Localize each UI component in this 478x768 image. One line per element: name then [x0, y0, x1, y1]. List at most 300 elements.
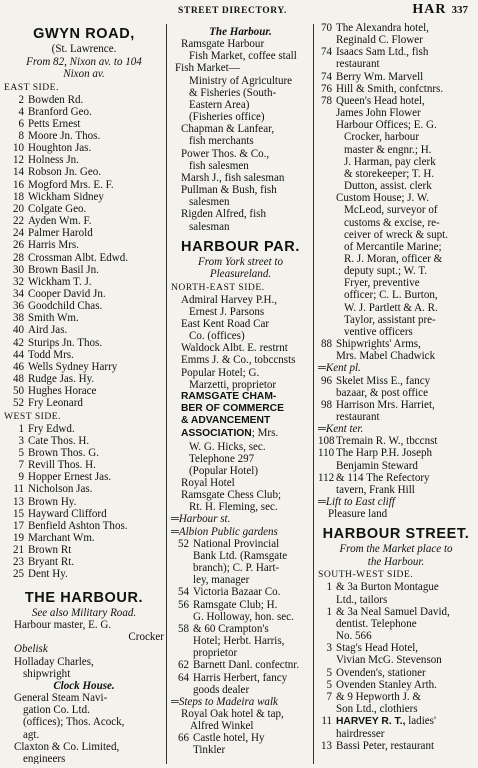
skelet-entry: [318, 375, 474, 399]
gwyn-east-number: 18: [12, 190, 24, 203]
column-rule-1: [166, 24, 167, 764]
chamber-tail: ; Mrs.: [251, 427, 279, 440]
albion-ref: ═Albion Public gardens: [171, 525, 278, 538]
gwyn-east-number: 4: [18, 105, 24, 118]
parade-number: 62: [177, 659, 189, 672]
skelet-line: [318, 375, 474, 387]
parade-entry: [171, 672, 310, 696]
street-entry-line: [318, 642, 474, 654]
steps-text: Steps to Madeira walk: [178, 695, 278, 708]
parade-text: Victoria Bazaar Co.: [193, 586, 281, 599]
tremain-text: Tremain R. W., tbccnst: [336, 435, 438, 448]
gwyn-west-number: 15: [12, 507, 24, 520]
harbour-street-title: HARBOUR STREET.: [322, 526, 470, 543]
gwyn-east-name: Aird Jas.: [28, 324, 68, 337]
gwyn-east-number: 52: [12, 397, 24, 410]
street-entry-line: [318, 581, 474, 593]
harbour-entry-line: [318, 83, 474, 95]
gwyn-east-row: [4, 361, 164, 373]
harp-continuation: Benjamin Steward: [336, 459, 418, 472]
gwyn-west-row: [4, 423, 164, 435]
parade-line: [171, 672, 310, 684]
parade-continuation: G. Holloway, hon. sec.: [193, 610, 294, 623]
gwyn-east-name: Holness Jn.: [28, 154, 79, 167]
shipwrights-text: Shipwrights' Arms,: [336, 338, 421, 351]
office-line: ceiver of wreck & supt.: [344, 228, 448, 241]
harbour-par-line: Waldock Albt. E. restrnt: [181, 342, 288, 355]
gwyn-east-name: Hughes Horace: [28, 385, 97, 398]
harbour-entry-text: The Alexandra hotel,: [336, 22, 429, 34]
gwyn-east-name: Moore Jn. Thos.: [28, 129, 101, 142]
harbour-line: Marsh J., fish salesman: [181, 171, 285, 184]
holladay-trade: shipwright: [23, 667, 71, 680]
harbour-line: Ministry of Agriculture: [189, 74, 293, 87]
gwyn-road-title: GWYN ROAD,: [33, 26, 135, 42]
gwyn-west-row: [4, 483, 164, 495]
harrison-number: 98: [320, 398, 332, 411]
gwyn-east-number: 38: [12, 312, 24, 325]
parade-line: [171, 623, 310, 635]
holladay-text: Holladay Charles,: [14, 655, 94, 668]
gwyn-east-row: [4, 337, 164, 349]
gwyn-east-number: 32: [12, 275, 24, 288]
harbour-entry-entry: [318, 22, 474, 46]
albion-text: Albion Public gardens: [178, 525, 278, 538]
gwyn-east-row: [4, 130, 164, 142]
street-entry-entry: [318, 691, 474, 715]
numbered-entries: [171, 538, 310, 696]
lift-ref: ═Lift to East cliff: [318, 496, 395, 509]
street-entry-number: 1: [326, 581, 332, 594]
gwyn-east-name: Goodchild Chas.: [28, 300, 103, 313]
tremain-entry: [318, 435, 474, 447]
street-entry-continuation: No. 566: [336, 630, 372, 643]
harbour-entries-list: [171, 38, 310, 233]
gwyn-west-name: Brown Rt: [28, 544, 72, 557]
gwyn-east-name: Smith Wm.: [28, 312, 79, 325]
chamber-detail-line: Rt. H. Fleming, sec.: [189, 501, 278, 514]
entry-108: [318, 435, 474, 447]
entry-96: [318, 375, 474, 399]
e11-name: HARVEY R. T.,: [336, 716, 406, 728]
refectory-line: [318, 472, 474, 484]
gwyn-east-row: [4, 106, 164, 118]
gwyn-east-row: [4, 179, 164, 191]
kent-pl-ref: ═Kent pl.: [318, 362, 361, 375]
street-entry-text: Stag's Head Hotel,: [336, 642, 419, 655]
gwyn-east-name: Brown Basil Jn.: [28, 263, 99, 276]
gwyn-east-list: [4, 94, 164, 410]
gwyn-east-name: Bowden Rd.: [28, 93, 84, 106]
parade-entry: [171, 538, 310, 587]
harbour-line: salesman: [189, 220, 230, 233]
gwyn-west-number: 3: [18, 434, 24, 447]
gwyn-west-name: Benfield Ashton Thos.: [28, 519, 128, 532]
gwyn-east-number: 46: [12, 360, 24, 373]
tremain-number: 108: [318, 435, 335, 448]
e11-tail: ladies': [405, 715, 436, 728]
the-harbour-title: THE HARBOUR.: [24, 589, 144, 606]
office-line: McLeod, surveyor of: [344, 204, 438, 217]
skelet-continuation: bazaar, & post office: [336, 386, 428, 399]
castle-num: 66: [177, 732, 189, 745]
office-line: Crocker, harbour: [344, 131, 420, 144]
gwyn-east-row: [4, 215, 164, 227]
e11-trade: hairdresser: [336, 728, 385, 741]
harbour-entry-entry: [318, 71, 474, 83]
gwyn-east-row: [4, 154, 164, 166]
harbour-line: Pullman & Bush, fish: [181, 184, 277, 197]
gwyn-west-name: Dent Hy.: [28, 568, 68, 581]
harbour-line: (Fisheries office): [189, 111, 265, 124]
royal-oak-2: Alfred Winkel: [190, 720, 254, 733]
gwyn-east-name: Rudge Jas. Hy.: [28, 373, 95, 386]
gwyn-east-name: Palmer Harold: [28, 227, 93, 240]
gwyn-west-row: [4, 532, 164, 544]
general-steam-entry: [4, 692, 164, 741]
gwyn-east-row: [4, 276, 164, 288]
gwyn-west-name: Nicholson Jas.: [28, 483, 93, 496]
parade-entry: [171, 623, 310, 659]
harbour-entry-text: Hill & Smith, confctnrs.: [336, 82, 444, 95]
gwyn-east-row: [4, 252, 164, 264]
street-entry-text: & 3a Neal Samuel David,: [336, 605, 450, 618]
harbour-entry-entry: [318, 95, 474, 119]
parade-continuation: branch); C. P. Hart-: [193, 562, 280, 575]
gwyn-west-row: [4, 471, 164, 483]
street-entry-number: 3: [326, 642, 332, 655]
gwyn-east-name: Wickham Sidney: [28, 190, 104, 203]
gwyn-west-list: [4, 423, 164, 581]
gwyn-west-row: [4, 520, 164, 532]
gwyn-west-number: 9: [18, 471, 24, 484]
gwyn-east-number: 20: [12, 202, 24, 215]
gwyn-west-row: [4, 508, 164, 520]
gwyn-east-name: Crossman Albt. Edwd.: [28, 251, 129, 264]
gwyn-west-name: Fry Edwd.: [28, 422, 75, 435]
chamber-1: RAMSGATE CHAM-: [181, 390, 277, 402]
harrison-entry: [318, 399, 474, 423]
gwyn-east-number: 34: [12, 288, 24, 300]
gwyn-east-name: Mogford Mrs. E. F.: [28, 178, 114, 191]
street-entry-line: [318, 667, 474, 679]
harbour-par-line: Ernest J. Parsons: [189, 305, 265, 318]
gwyn-east-name: Harris Mrs.: [28, 239, 79, 252]
chamber-detail-line: (Popular Hotel): [189, 464, 259, 477]
abbr-text: HAR: [412, 2, 447, 17]
gsn-3: (offices); Thos. Acock,: [23, 716, 125, 729]
entry-112: [318, 472, 474, 496]
column-2: [171, 26, 310, 764]
entry-13: [318, 740, 474, 752]
bassi-number: 13: [320, 740, 332, 753]
castle-2: Tinkler: [193, 744, 226, 757]
gwyn-west-number: 1: [18, 422, 24, 435]
street-entry-continuation: Son Ltd., clothiers: [336, 702, 418, 715]
gwyn-east-number: 12: [12, 154, 24, 167]
parade-text: & 60 Crampton's: [193, 622, 269, 635]
gwyn-east-name: Ayden Wm. F.: [28, 215, 92, 228]
gwyn-east-number: 14: [12, 166, 24, 179]
street-entry-continuation: Ltd., tailors: [336, 593, 388, 606]
parade-number: 64: [177, 671, 189, 684]
street-entry-continuation: dentist. Telephone: [336, 617, 417, 630]
gwyn-west-number: 19: [12, 531, 24, 544]
gsn-2: gation Co. Ltd.: [23, 704, 90, 717]
gwyn-west-row: [4, 556, 164, 568]
office-line: & storekeeper; T. H.: [344, 167, 435, 180]
gwyn-east-row: [4, 312, 164, 324]
street-entry-entry: [318, 679, 474, 691]
parade-number: 58: [177, 622, 189, 635]
gwyn-east-number: 6: [18, 117, 24, 130]
harbour-par-line: Marzetti, proprietor: [189, 378, 277, 391]
office-line: ventive officers: [344, 325, 413, 338]
harbour-offices-block: [318, 119, 474, 338]
street-entry-text: & 9 Hepworth J. &: [336, 690, 421, 703]
gwyn-east-name: Branford Geo.: [28, 105, 92, 118]
refectory-entry: [318, 472, 474, 496]
west-side-label: WEST SIDE.: [4, 410, 62, 422]
south-west-side-label: SOUTH-WEST SIDE.: [318, 569, 414, 581]
gwyn-east-name: Todd Mrs.: [28, 348, 74, 361]
entry-98: [318, 399, 474, 423]
harbour-entry-number: 76: [320, 82, 332, 95]
harbour-entry-text: Queen's Head hotel,: [336, 94, 425, 107]
street-entry-line: [318, 691, 474, 703]
gwyn-west-number: 17: [12, 519, 24, 532]
gwyn-east-row: [4, 349, 164, 361]
holladay-entry: [4, 656, 164, 680]
gwyn-west-name: Marchant Wm.: [28, 531, 95, 544]
gwyn-east-number: 30: [12, 263, 24, 276]
street-entry-number: 7: [326, 690, 332, 703]
shipwrights-entry: [318, 338, 474, 362]
harbour-par-line: Emms J. & Co., tobccnsts: [181, 354, 296, 367]
gwyn-west-name: Hopper Ernest Jas.: [28, 471, 112, 484]
office-line: deputy supt.; W. T.: [344, 265, 428, 278]
harbour-line: Power Thos. & Co.,: [181, 147, 270, 160]
lift-text: Lift to East cliff: [325, 496, 395, 509]
gwyn-east-row: [4, 94, 164, 106]
parade-continuation: Hotel; Herbt. Harris,: [193, 635, 285, 648]
gwyn-east-number: 22: [12, 215, 24, 228]
harbour-line: Rigden Alfred, fish: [181, 208, 266, 221]
street-entry-continuation: Vivian McG. Stevenson: [336, 654, 442, 667]
steps-ref: ═Steps to Madeira walk: [171, 695, 278, 708]
street-entry-entry: [318, 642, 474, 666]
harbour-par-title: HARBOUR PAR.: [181, 238, 300, 255]
gwyn-east-number: 2: [18, 93, 24, 106]
shipwrights-line: [318, 338, 474, 350]
harbour-par-line: East Kent Road Car: [181, 317, 270, 330]
column-1: [4, 26, 164, 764]
page-abbreviation: [412, 2, 468, 18]
chamber-3: & ADVANCEMENT: [181, 415, 271, 427]
chamber-detail-line: Telephone 297: [189, 452, 255, 465]
bassi-text: Bassi Peter, restaurant: [336, 740, 435, 753]
gwyn-sub-1: [4, 43, 164, 56]
castle-1: Castle hotel, Hy: [193, 732, 265, 745]
royal-oak-entry: [171, 708, 310, 732]
gwyn-west-number: 5: [18, 446, 24, 459]
shipwrights-number: 88: [320, 338, 332, 351]
parade-number: 56: [177, 598, 189, 611]
chamber-4: ASSOCIATION: [181, 428, 252, 440]
gwyn-east-row: [4, 118, 164, 130]
harbour-entry-text: Isaacs Sam Ltd., fish: [336, 46, 429, 59]
harbour-entry-number: 78: [320, 94, 332, 107]
gwyn-east-name: Colgate Geo.: [28, 202, 87, 215]
gwyn-west-name: Brown Thos. G.: [28, 446, 99, 459]
harbour-entry-entry: [318, 83, 474, 95]
office-line: Custom House; J. W.: [336, 192, 429, 205]
gwyn-east-name: Sturips Jn. Thos.: [28, 336, 103, 349]
street-entry-text: Ovenden Stanley Arth.: [336, 678, 437, 691]
harrison-continuation: restaurant: [336, 411, 380, 423]
harbour-master-text: Harbour master, E. G.: [14, 619, 112, 632]
bassi-line: [318, 740, 474, 752]
parade-continuation: goods dealer: [193, 683, 250, 696]
entry-11: [318, 715, 474, 740]
bassi-entry: [318, 740, 474, 752]
gwyn-west-number: 23: [12, 556, 24, 569]
gwyn-east-number: 24: [12, 227, 24, 240]
gwyn-sub-1-text: (St. Lawrence.: [51, 43, 117, 55]
gwyn-east-name: Robson Jn. Geo.: [28, 166, 102, 179]
gwyn-sub-2: From 82, Nixon av. to 104: [26, 55, 142, 68]
harbour-st-text: Harbour st.: [178, 513, 231, 526]
chamber-2: BER OF COMMERCE: [181, 403, 284, 415]
harbour-entry-number: 70: [320, 22, 332, 34]
office-line: customs & excise, re-: [344, 216, 440, 229]
gwyn-east-name: Cooper David Jn.: [28, 288, 106, 300]
gwyn-east-number: 26: [12, 239, 24, 252]
harbour-line: Fish Market—: [175, 62, 240, 75]
harbour-entry-text: Berry Wm. Marvell: [336, 70, 424, 83]
page-number: 337: [451, 4, 468, 16]
office-line: R. J. Moran, officer &: [344, 252, 443, 265]
parade-entry: [171, 599, 310, 623]
gwyn-east-row: [4, 203, 164, 215]
parade-number: 52: [177, 537, 189, 550]
harbour-st-ref: ═Harbour st.: [171, 513, 231, 526]
harbour-entry-continuation: Reginald C. Flower: [336, 34, 423, 47]
harrison-line: [318, 399, 474, 411]
harbour-line: Eastern Area): [189, 98, 250, 111]
tremain-line: [318, 435, 474, 447]
harbour-master-name: Crocker: [128, 631, 164, 644]
office-line: master & engnr.; H.: [344, 143, 432, 156]
gwyn-west-number: 7: [18, 459, 24, 472]
harbour-line: fish salesmen: [189, 159, 249, 172]
harbour-entry-line: [318, 22, 474, 34]
gwyn-east-row: [4, 264, 164, 276]
office-line: W. J. Partlett & A. R.: [344, 301, 438, 314]
refectory-continuation: tavern, Frank Hill: [336, 483, 415, 496]
gwyn-east-number: 48: [12, 373, 24, 386]
column-3: [318, 22, 474, 764]
gwyn-west-number: 21: [12, 544, 24, 557]
skelet-number: 96: [320, 374, 332, 387]
claxton-2: engineers: [23, 752, 66, 764]
parade-entry: [171, 659, 310, 671]
office-line: officer; C. L. Burton,: [344, 289, 438, 302]
street-entry-number: 1: [326, 605, 332, 618]
gwyn-east-row: [4, 324, 164, 336]
harbour-line: Ramsgate Harbour: [181, 38, 265, 51]
column-rule-2: [313, 24, 314, 764]
gwyn-west-row: [4, 447, 164, 459]
gwyn-west-row: [4, 435, 164, 447]
gwyn-east-row: [4, 166, 164, 178]
harbour-par-sub-2: Pleasureland.: [209, 268, 272, 281]
gwyn-east-row: [4, 191, 164, 203]
street-entry-entry: [318, 606, 474, 642]
street-entry-line: [318, 606, 474, 618]
harbour-entry-number: 74: [320, 46, 332, 59]
harbour-par-line: Admiral Harvey P.H.,: [181, 293, 278, 306]
chamber-details: [171, 441, 310, 514]
gwyn-east-number: 8: [18, 129, 24, 142]
gwyn-east-row: [4, 397, 164, 409]
gwyn-west-number: 25: [12, 568, 24, 581]
gwyn-east-row: [4, 227, 164, 239]
gwyn-east-number: 16: [12, 178, 24, 191]
royal-oak-1: Royal Oak hotel & tap,: [181, 707, 284, 720]
street-entry-number: 5: [326, 678, 332, 691]
the-harbour-sub: See also Military Road.: [31, 606, 137, 619]
kent-ter-ref: ═Kent ter.: [318, 423, 364, 436]
gwyn-east-number: 42: [12, 336, 24, 349]
refectory-number: 112: [318, 471, 335, 484]
clock-house-label: Clock House.: [53, 679, 115, 692]
claxton-1: Claxton & Co. Limited,: [14, 740, 120, 753]
chamber-detail-line: Royal Hotel: [181, 477, 235, 489]
office-line: Dutton, assist. clerk: [344, 180, 432, 193]
harbour-entry-line: [318, 71, 474, 83]
harbour-master-entry: [4, 619, 164, 643]
entry-110: [318, 447, 474, 471]
parade-text: Barnett Danl. confectnr.: [193, 659, 300, 672]
gwyn-east-row: [4, 142, 164, 154]
gwyn-east-row: [4, 288, 164, 300]
parade-line: [171, 538, 310, 550]
chamber-detail-line: Ramsgate Chess Club;: [181, 489, 282, 502]
entries-70-78: [318, 22, 474, 119]
chamber-detail-line: W. G. Hicks, sec.: [189, 440, 266, 453]
entry-88: [318, 338, 474, 362]
gwyn-east-name: Fry Leonard: [28, 397, 83, 410]
street-entry-entry: [318, 667, 474, 679]
gwyn-east-row: [4, 300, 164, 312]
harbour-entry-line: [318, 95, 474, 107]
gwyn-west-row: [4, 568, 164, 580]
gwyn-east-row: [4, 385, 164, 397]
gwyn-east-name: Wells Sydney Harry: [28, 360, 118, 373]
harbour-line: & Fisheries (South-: [189, 86, 277, 99]
harbour-entry-line: [318, 46, 474, 58]
chamber-4-line: [181, 427, 310, 440]
gwyn-east-name: Petts Ernest: [28, 117, 81, 130]
gwyn-east-number: 40: [12, 324, 24, 337]
refectory-text: & 114 The Refectory: [336, 471, 430, 484]
page-header: [0, 0, 478, 22]
office-line: J. Harman, pay clerk: [344, 155, 436, 168]
parade-continuation: proprietor: [193, 647, 238, 660]
harbour-par-sub-1: From York street to: [197, 255, 283, 268]
gwyn-west-name: Cate Thos. H.: [28, 434, 90, 447]
